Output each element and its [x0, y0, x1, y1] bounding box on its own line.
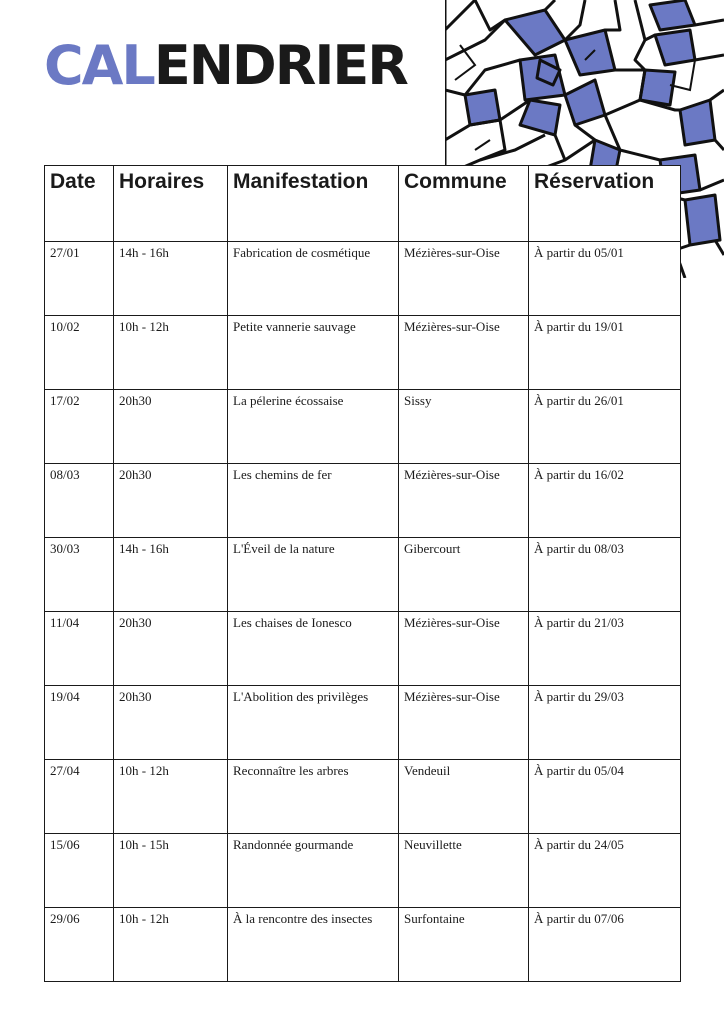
cell-commune: Mézières-sur-Oise — [399, 464, 529, 538]
page-title-rest: ENDRIER — [153, 34, 407, 97]
cell-reservation: À partir du 29/03 — [529, 686, 681, 760]
cell-date: 15/06 — [45, 834, 114, 908]
cell-manifestation: À la rencontre des insectes — [228, 908, 399, 982]
cell-horaires: 10h - 12h — [114, 760, 228, 834]
column-header-date: Date — [45, 166, 114, 242]
cell-date: 30/03 — [45, 538, 114, 612]
cell-horaires: 20h30 — [114, 464, 228, 538]
column-header-reservation: Réservation — [529, 166, 681, 242]
cell-manifestation: Les chaises de Ionesco — [228, 612, 399, 686]
table-row — [45, 242, 681, 316]
cell-date: 19/04 — [45, 686, 114, 760]
cell-commune: Mézières-sur-Oise — [399, 242, 529, 316]
cell-manifestation: Petite vannerie sauvage — [228, 316, 399, 390]
cell-commune: Vendeuil — [399, 760, 529, 834]
cell-date: 29/06 — [45, 908, 114, 982]
cell-reservation: À partir du 05/01 — [529, 242, 681, 316]
table-row — [45, 464, 681, 538]
cell-manifestation: Les chemins de fer — [228, 464, 399, 538]
cell-manifestation: L'Éveil de la nature — [228, 538, 399, 612]
table-row — [45, 390, 681, 464]
table-body — [45, 242, 681, 982]
cell-horaires: 20h30 — [114, 686, 228, 760]
cell-reservation: À partir du 19/01 — [529, 316, 681, 390]
cell-horaires: 10h - 12h — [114, 908, 228, 982]
calendar-table — [44, 165, 681, 982]
table-row — [45, 760, 681, 834]
cell-commune: Neuvillette — [399, 834, 529, 908]
cell-commune: Mézières-sur-Oise — [399, 316, 529, 390]
cell-horaires: 20h30 — [114, 612, 228, 686]
cell-manifestation: L'Abolition des privilèges — [228, 686, 399, 760]
cell-reservation: À partir du 05/04 — [529, 760, 681, 834]
table-row — [45, 316, 681, 390]
column-header-manifestation: Manifestation — [228, 166, 399, 242]
cell-reservation: À partir du 24/05 — [529, 834, 681, 908]
page-title — [44, 36, 407, 96]
cell-date: 11/04 — [45, 612, 114, 686]
column-header-commune: Commune — [399, 166, 529, 242]
cell-reservation: À partir du 21/03 — [529, 612, 681, 686]
cell-manifestation: La pélerine écossaise — [228, 390, 399, 464]
table-row — [45, 834, 681, 908]
cell-reservation: À partir du 07/06 — [529, 908, 681, 982]
cell-horaires: 20h30 — [114, 390, 228, 464]
cell-date: 10/02 — [45, 316, 114, 390]
table-header — [45, 166, 681, 242]
cell-horaires: 14h - 16h — [114, 538, 228, 612]
cell-commune: Mézières-sur-Oise — [399, 686, 529, 760]
table-row — [45, 538, 681, 612]
cell-manifestation: Randonnée gourmande — [228, 834, 399, 908]
table-header-row — [45, 166, 681, 242]
table-row — [45, 612, 681, 686]
column-header-horaires: Horaires — [114, 166, 228, 242]
cell-manifestation: Reconnaître les arbres — [228, 760, 399, 834]
cell-commune: Sissy — [399, 390, 529, 464]
cell-date: 27/04 — [45, 760, 114, 834]
cell-commune: Surfontaine — [399, 908, 529, 982]
cell-commune: Mézières-sur-Oise — [399, 612, 529, 686]
cell-date: 17/02 — [45, 390, 114, 464]
cell-date: 27/01 — [45, 242, 114, 316]
table-row — [45, 686, 681, 760]
cell-reservation: À partir du 26/01 — [529, 390, 681, 464]
table-row — [45, 908, 681, 982]
page-title-accent: CAL — [44, 34, 154, 97]
cell-horaires: 10h - 15h — [114, 834, 228, 908]
cell-horaires: 10h - 12h — [114, 316, 228, 390]
cell-horaires: 14h - 16h — [114, 242, 228, 316]
cell-reservation: À partir du 16/02 — [529, 464, 681, 538]
cell-manifestation: Fabrication de cosmétique — [228, 242, 399, 316]
cell-reservation: À partir du 08/03 — [529, 538, 681, 612]
cell-commune: Gibercourt — [399, 538, 529, 612]
cell-date: 08/03 — [45, 464, 114, 538]
